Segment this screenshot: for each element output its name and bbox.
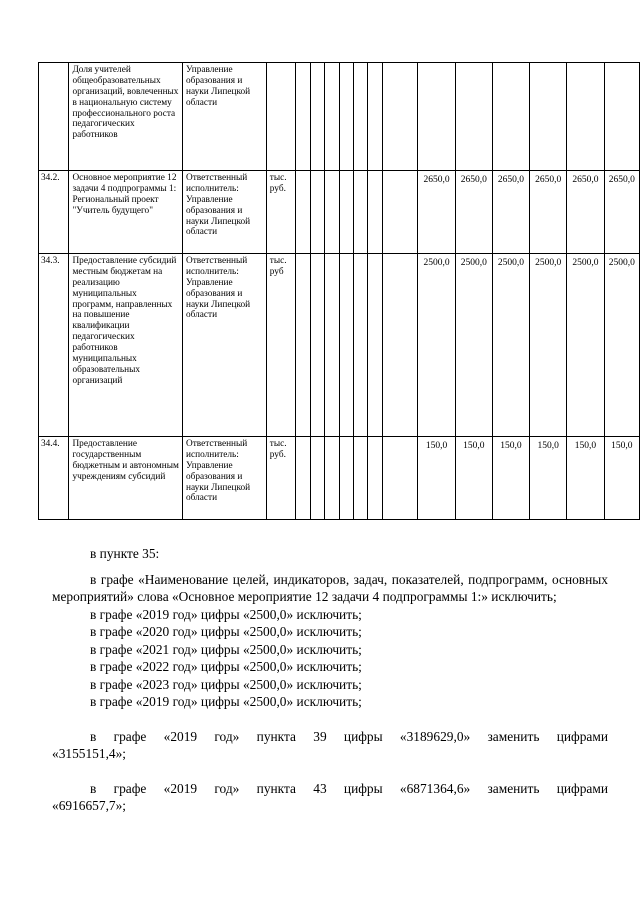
table-row	[39, 171, 640, 254]
value-cell: 2500,0	[530, 254, 567, 437]
row-executor: Ответственный исполнитель: Управление образования и науки Липецкой области	[183, 437, 267, 520]
empty-cell	[339, 254, 353, 437]
empty-cell	[382, 437, 418, 520]
value-cell	[567, 63, 604, 171]
list-item: в графе «2021 год» цифры «2500,0» исключить;	[90, 641, 362, 657]
empty-cell	[296, 254, 310, 437]
empty-cell	[339, 171, 353, 254]
paragraph-column-name: в графе «Наименование целей, индикаторов, задач, показателей, подпрограмм, основных мероприятий» слова «Основное мероприятие 12 задачи 4 подпрограммы 1:» исключить;	[52, 571, 608, 604]
value-cell: 2650,0	[567, 171, 604, 254]
empty-cell	[368, 171, 382, 254]
paragraph-item-43: в графе «2019 год» пункта 43 цифры «6871364,6» заменить цифрами	[90, 780, 608, 796]
value-cell: 2650,0	[455, 171, 492, 254]
list-item: в графе «2023 год» цифры «2500,0» исключить;	[90, 676, 362, 692]
amendment-text	[52, 545, 608, 815]
value-cell: 150,0	[567, 437, 604, 520]
budget-table	[38, 62, 640, 520]
list-item: в графе «2019 год» цифры «2500,0» исключить;	[90, 694, 362, 709]
value-cell: 2500,0	[418, 254, 455, 437]
list-item: в графе «2020 год» цифры «2500,0» исключить;	[90, 624, 362, 639]
row-executor: Ответственный исполнитель: Управление образования и науки Липецкой области	[183, 254, 267, 437]
empty-cell	[339, 437, 353, 520]
empty-cell	[353, 437, 367, 520]
paragraph-item-39-tail: «3155151,4»;	[52, 746, 127, 761]
empty-cell	[325, 254, 339, 437]
empty-cell	[339, 63, 353, 171]
empty-cell	[296, 437, 310, 520]
empty-cell	[296, 63, 310, 171]
list-item: в графе «2022 год» цифры «2500,0» исключить;	[90, 659, 362, 674]
value-cell	[418, 63, 455, 171]
table-row	[39, 254, 640, 437]
row-number: 34.3.	[39, 254, 69, 437]
empty-cell	[382, 171, 418, 254]
value-cell: 2650,0	[418, 171, 455, 254]
empty-cell	[382, 254, 418, 437]
empty-cell	[325, 171, 339, 254]
value-cell: 150,0	[530, 437, 567, 520]
empty-cell	[310, 437, 324, 520]
row-executor: Ответственный исполнитель: Управление образования и науки Липецкой области	[183, 171, 267, 254]
empty-cell	[368, 63, 382, 171]
empty-cell	[325, 437, 339, 520]
empty-cell	[368, 437, 382, 520]
value-cell: 2500,0	[455, 254, 492, 437]
value-cell: 2650,0	[530, 171, 567, 254]
value-cell: 2500,0	[567, 254, 604, 437]
row-number: 34.2.	[39, 171, 69, 254]
value-cell: 2650,0	[492, 171, 529, 254]
value-cell	[530, 63, 567, 171]
empty-cell	[368, 254, 382, 437]
value-cell	[455, 63, 492, 171]
value-cell: 2650,0	[604, 171, 640, 254]
empty-cell	[310, 63, 324, 171]
row-name: Предоставление государственным бюджетным и автономным учреждениям субсидий	[69, 437, 183, 520]
value-cell	[492, 63, 529, 171]
value-cell: 2500,0	[492, 254, 529, 437]
empty-cell	[382, 63, 418, 171]
empty-cell	[353, 254, 367, 437]
row-unit: тыс. руб.	[266, 171, 296, 254]
table-row	[39, 437, 640, 520]
empty-cell	[353, 63, 367, 171]
value-cell: 150,0	[455, 437, 492, 520]
list-item: в графе «2019 год» цифры «2500,0» исключить;	[90, 606, 362, 622]
row-name: Предоставление субсидий местным бюджетам на реализацию муниципальных программ, направленных на повышение квалификации педагогических работников муниципальных образовательных организаций	[69, 254, 183, 437]
value-cell: 150,0	[492, 437, 529, 520]
row-name: Основное мероприятие 12 задачи 4 подпрограммы 1: Региональный проект "Учитель будущего"	[69, 171, 183, 254]
row-unit: тыс. руб	[266, 254, 296, 437]
row-unit: тыс. руб.	[266, 437, 296, 520]
paragraph-item-39: в графе «2019 год» пункта 39 цифры «3189629,0» заменить цифрами	[90, 728, 608, 744]
value-cell	[604, 63, 640, 171]
row-executor: Управление образования и науки Липецкой области	[183, 63, 267, 171]
empty-cell	[310, 254, 324, 437]
table-row	[39, 63, 640, 171]
row-unit	[266, 63, 296, 171]
row-number: 34.4.	[39, 437, 69, 520]
value-cell: 150,0	[418, 437, 455, 520]
empty-cell	[325, 63, 339, 171]
value-cell: 150,0	[604, 437, 640, 520]
paragraph-item-35: в пункте 35:	[90, 546, 160, 561]
value-cell: 2500,0	[604, 254, 640, 437]
paragraph-item-43-tail: «6916657,7»;	[52, 798, 127, 813]
empty-cell	[296, 171, 310, 254]
row-number	[39, 63, 69, 171]
empty-cell	[310, 171, 324, 254]
row-name: Доля учителей общеобразовательных организаций, вовлеченных в национальную систему профессионального роста педагогических работников	[69, 63, 183, 171]
empty-cell	[353, 171, 367, 254]
